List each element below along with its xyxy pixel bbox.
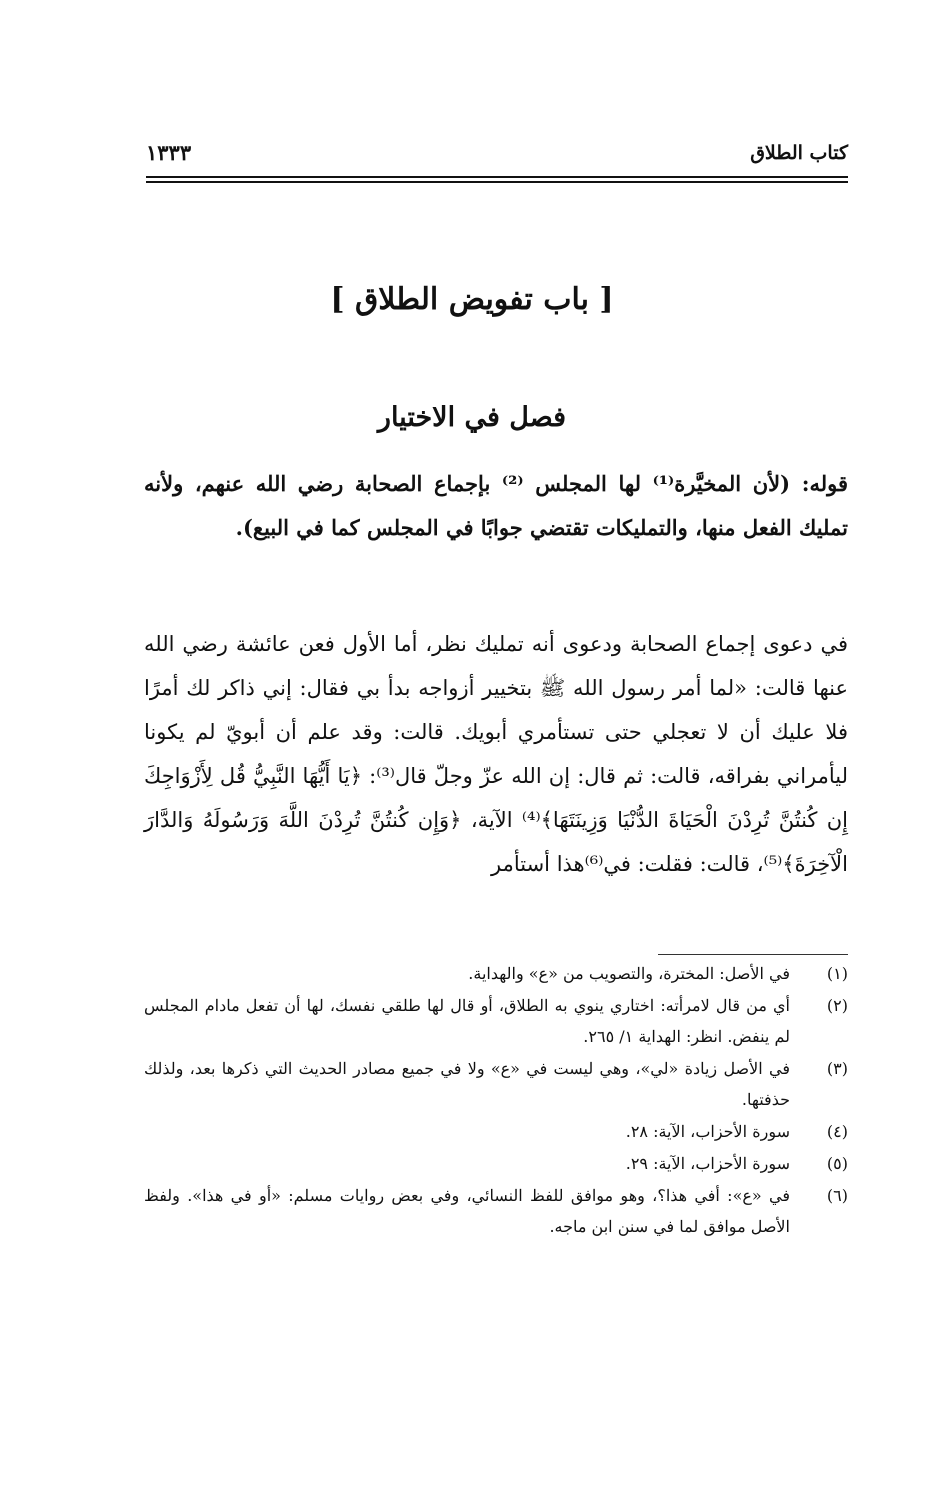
running-header bbox=[146, 136, 848, 176]
footnote-text: أي من قال لامرأته: اختاري ينوي به الطلاق، أو قال لها طلقي نفسك، لها أن تفعل مادام المجلس لم ينفض. انظر: الهداية ١/ ٢٦٥. bbox=[144, 996, 790, 1046]
footnote-text: في الأصل زيادة «لي»، وهي ليست في «ع» ولا في جميع مصادر الحديث التي ذكرها بعد، ولذلك حذفتها. bbox=[144, 1059, 790, 1109]
footnote bbox=[144, 1116, 848, 1147]
footnote-text: في الأصل: المخترة، والتصويب من «ع» والهداية. bbox=[468, 964, 790, 983]
footnote bbox=[144, 1180, 848, 1242]
header-rule-bottom bbox=[146, 181, 848, 183]
footnote-text: سورة الأحزاب، الآية: ٢٨. bbox=[625, 1122, 790, 1141]
footnote-number: (١) bbox=[826, 964, 848, 983]
footnote bbox=[144, 990, 848, 1052]
footnote-separator bbox=[658, 954, 848, 955]
footnote-number: (٢) bbox=[826, 996, 848, 1015]
footnote-text: في «ع»: أفي هذا؟، وهو موافق للفظ النسائي، وفي بعض روايات مسلم: «أو في هذا». ولفظ الأصل موافق لما في سنن ابن ماجه. bbox=[144, 1186, 791, 1236]
header-rule-top bbox=[146, 176, 848, 178]
section-heading: فصل في الاختيار bbox=[377, 402, 567, 433]
footnote bbox=[144, 1148, 848, 1179]
commentary-paragraph: في دعوى إجماع الصحابة ودعوى أنه تمليك نظر، أما الأول فعن عائشة رضي الله عنها قالت: «لما أمر رسول الله ﷺ بتخيير أزواجه بدأ بي فقال: إني ذاكر لك أمرًا فلا عليك أن لا تعجلي حتى تستأمري أبويك. قالت: وقد علم أن أبويّ لم يكونا ليأمراني بفراقه، قالت: ثم قال: إن الله عزّ وجلّ قال⁽³⁾: ﴿يَا أَيُّهَا النَّبِيُّ قُل لِأَزْوَاجِكَ إِن كُنتُنَّ تُرِدْنَ الْحَيَاةَ الدُّنْيَا وَزِينَتَهَا﴾⁽⁴⁾ الآية، ﴿وَإِن كُنتُنَّ تُرِدْنَ اللَّهَ وَرَسُولَهُ وَالدَّارَ الْآخِرَةَ﴾⁽⁵⁾، قالت: فقلت: في⁽⁶⁾هذا أستأمر bbox=[144, 632, 848, 876]
chapter-heading: [ باب تفويض الطلاق ] bbox=[330, 282, 614, 317]
commentary-quote-paragraph: قوله: (لأن المخيَّرة⁽¹⁾ لها المجلس ⁽²⁾ بإجماع الصحابة رضي الله عنهم، ولأنه تمليك الفعل منها، والتمليكات تقتضي جوابًا في المجلس كما في البيع). bbox=[144, 471, 848, 540]
footnote-number: (٥) bbox=[826, 1154, 848, 1173]
footnotes-list bbox=[144, 958, 848, 1243]
footnote bbox=[144, 958, 848, 989]
footnote-number: (٣) bbox=[826, 1059, 848, 1078]
footnote-number: (٦) bbox=[826, 1186, 848, 1205]
page-number: ١٣٣٣ bbox=[146, 140, 192, 165]
footnote-text: سورة الأحزاب، الآية: ٢٩. bbox=[625, 1154, 790, 1173]
footnote bbox=[144, 1053, 848, 1115]
book-title: كتاب الطلاق bbox=[750, 142, 848, 164]
footnote-number: (٤) bbox=[826, 1122, 848, 1141]
